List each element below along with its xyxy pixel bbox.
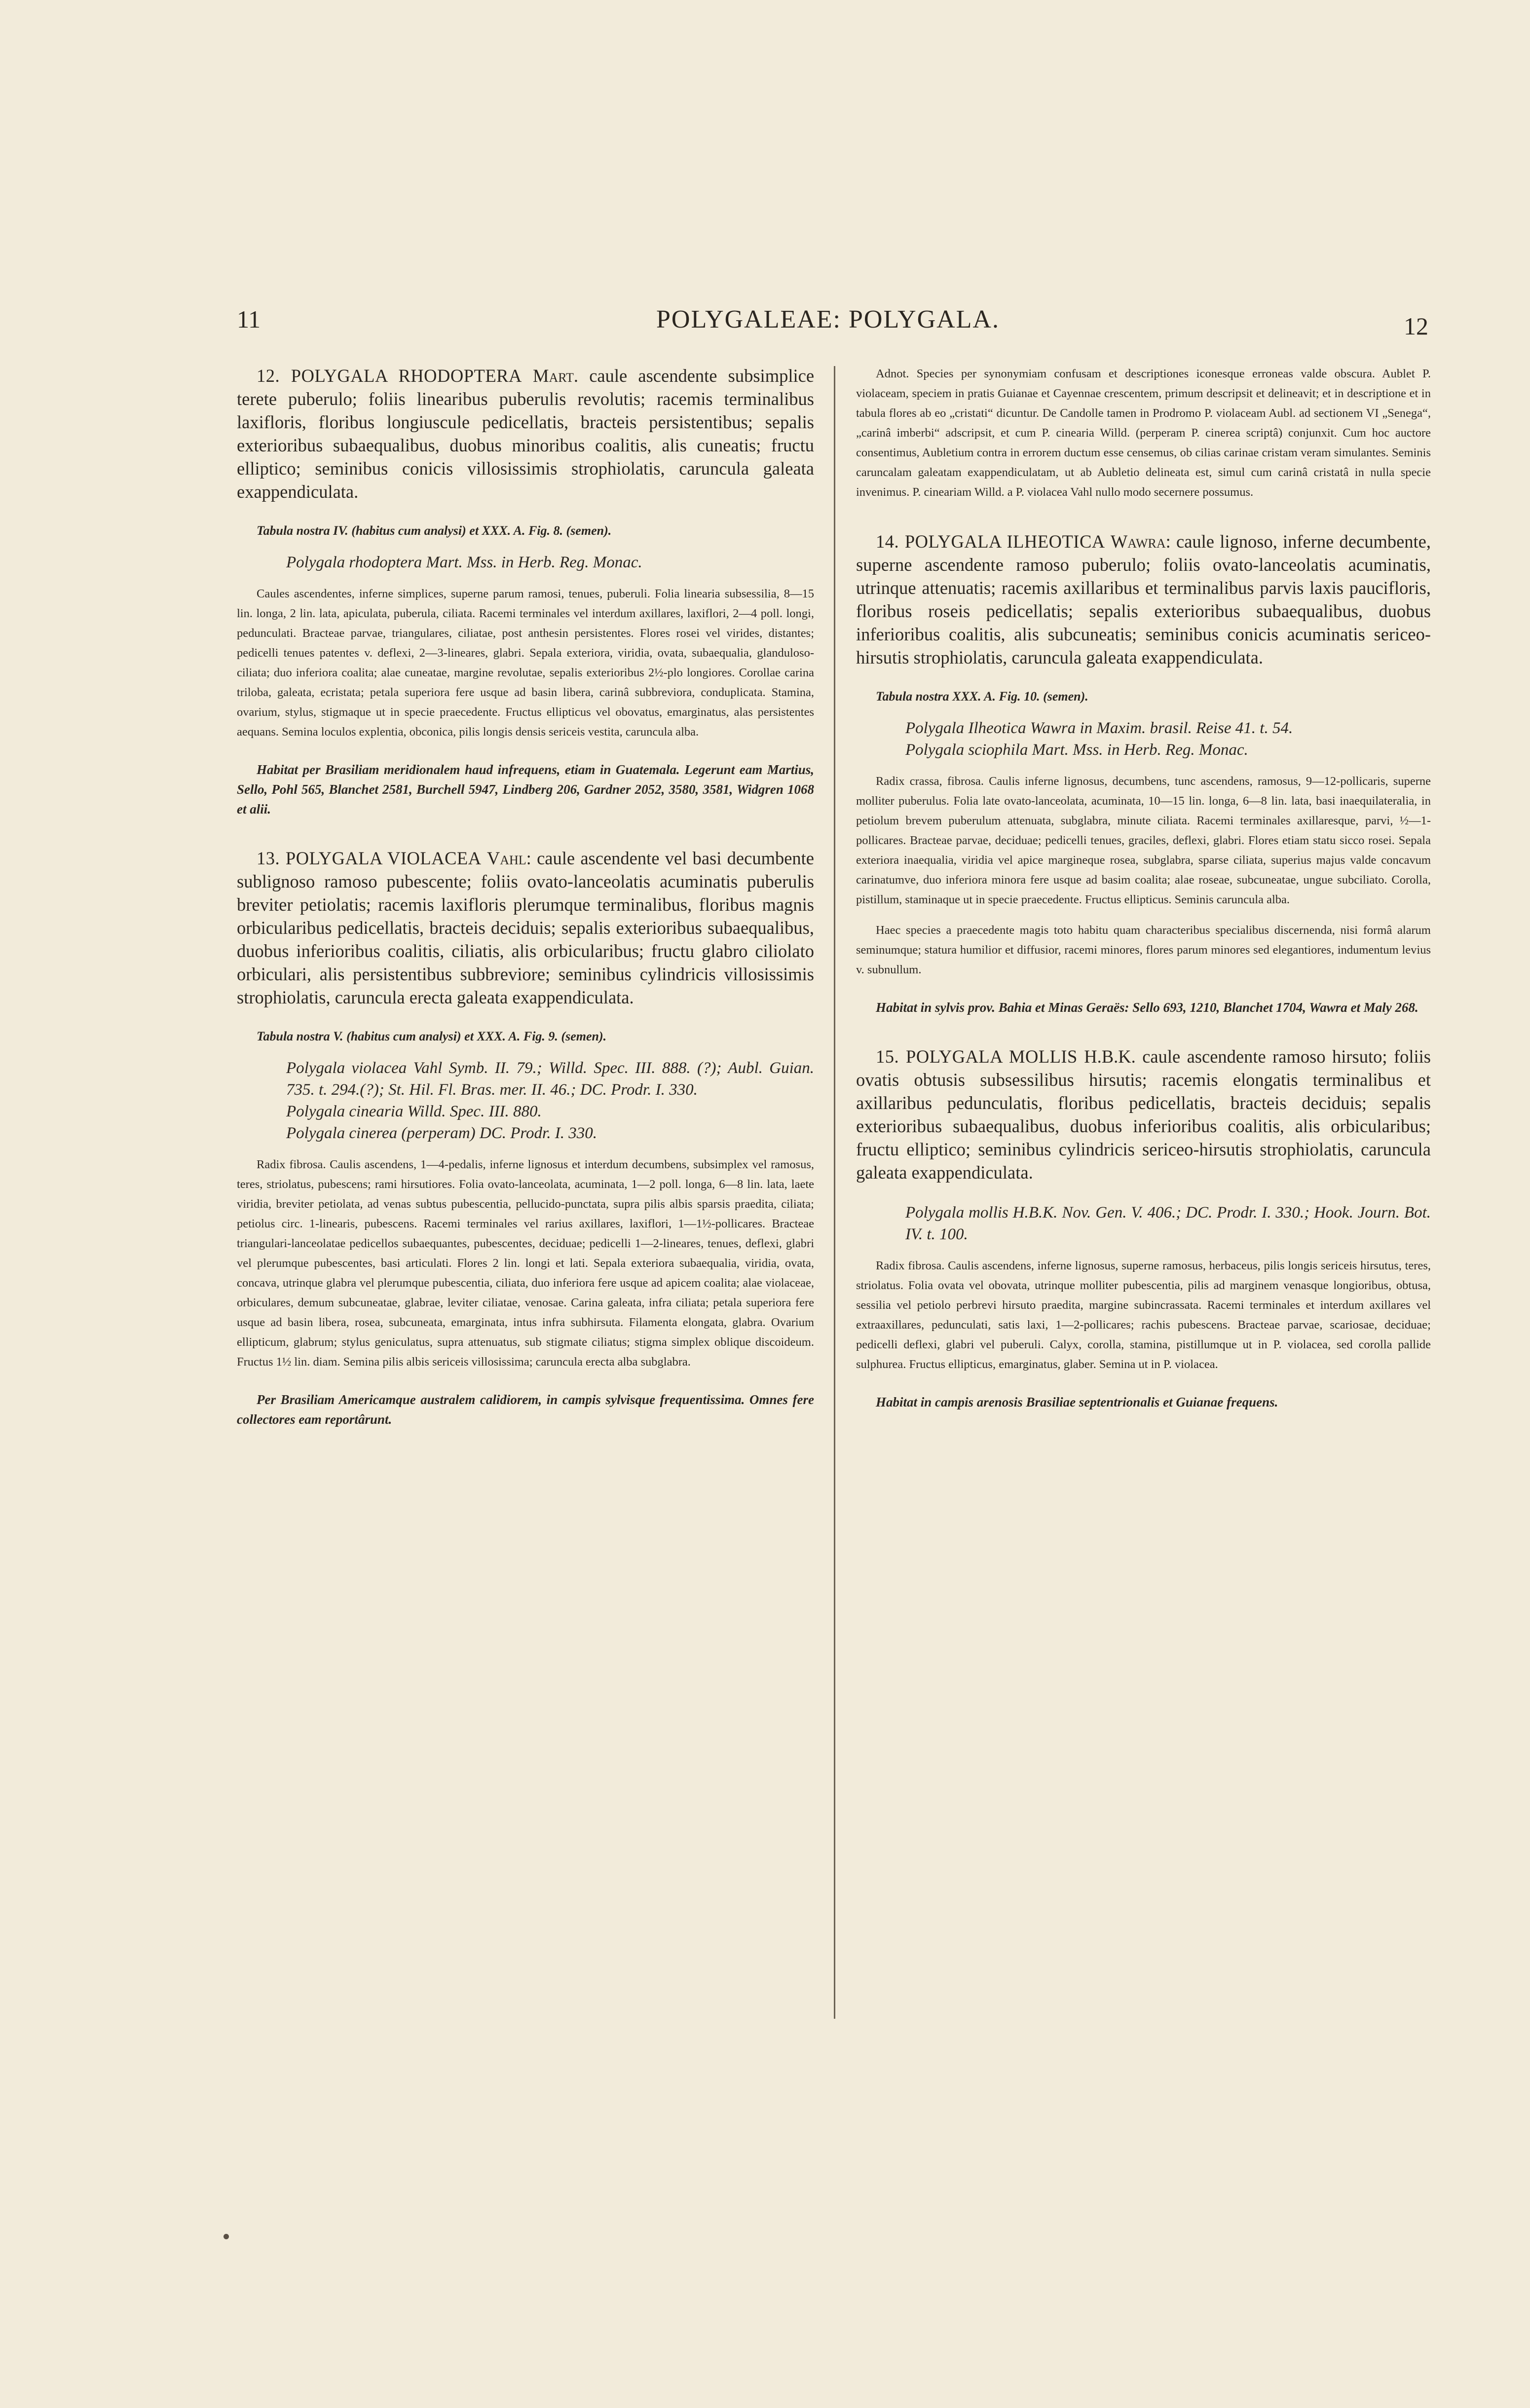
species-15-diagnosis-text: caule ascendente ramoso hirsuto; foliis ovatis obtusis subsessilibus hirsutis; racemis elongatis terminalibus et axillaribus pedunculatis, floribus pedicellatis, bracteis deciduis; sepalis exterioribus subaequalibus, duobus inferioribus coalitis, alis orbicularibus; fructu elliptico; seminibus cylindricis sericeo-hirsutis strophiolatis, caruncula galeata exappendiculata. — [856, 1046, 1431, 1183]
species-12-habitat: Habitat per Brasiliam meridionalem haud infrequens, etiam in Guatemala. Legerunt eam Martius, Sello, Pohl 565, Blanchet 2581, Burchell 5947, Lindberg 206, Gardner 2052, 3580, 3581, Widgren 1068 et alii. — [237, 762, 814, 816]
species-13-synonym-2: Polygala cinearia Willd. Spec. III. 880. — [286, 1103, 542, 1120]
species-12-author: Mart. — [533, 366, 579, 386]
species-14-tabula: Tabula nostra XXX. A. Fig. 10. (semen). — [876, 689, 1088, 704]
species-14-note: Haec species a praecedente magis toto habitu quam characteribus specialibus discernenda, nisi formâ alarum seminumque; statura humilior et diffusior, racemi minores, flores parum minores sed elegantiores, indumentum levius v. subnullum. — [856, 924, 1431, 976]
species-13-habitat: Per Brasiliam Americamque australem calidiorem, in campis sylvisque frequentissima. Omnes fere collectores eam reportârunt. — [237, 1392, 814, 1427]
species-13-diagnosis-text: caule ascendente vel basi decumbente sublignoso ramoso pubescente; foliis ovato-lanceolatis acuminatis puberulis breviter petiolatis; racemis laxifloris plerumque terminalibus, floribus magnis orbicularibus pedicellatis, bracteis deciduis; sepalis exterioribus subaequalibus, duobus inferioribus coalitis, ciliatis, alis orbicularibus; fructu glabro ciliolato orbiculari, alis persistentibus subbreviore; seminibus cylindricis villosissimis strophiolatis, caruncula erecta galeata exappendiculata. — [237, 848, 815, 1007]
species-15-habitat: Habitat in campis arenosis Brasiliae septentrionalis et Guianae frequens. — [876, 1395, 1278, 1409]
species-14-heading: 14. POLYGALA ILHEOTICA — [876, 531, 1105, 552]
species-13-tabula: Tabula nostra V. (habitus cum analysi) et XXX. A. Fig. 9. (semen). — [257, 1029, 607, 1043]
species-14-description: Radix crassa, fibrosa. Caulis inferne lignosus, decumbens, tunc ascendens, ramosus, 9—12-pollicaris, superne molliter puberulus. Folia late ovato-lanceolata, acuminata, 10—15 lin. longa, 6—8 lin. lata, basi inaequilateralia, in petiolum brevem puberulum attenuata, subglabra, minute ciliata. Racemi terminales axillaresque, parvi, ½—1-pollicares. Bracteae parvae, deciduae; pedicelli tenues, graciles, deflexi, glabri. Flores etiam statu sicco rosei. Sepala exteriora inaequalia, viridia vel apice margineque rosea, subglabra, sparse ciliata, superius majus valde concavum carinatumve, duo inferiora minora fere usque ad basim coalita; alae roseae, subcuneatae, ungue subciliato. Corolla, pistillum, staminaque ut in specie praecedente. Fructus ellipticus. Seminis caruncula alba. — [856, 775, 1431, 906]
left-column — [237, 364, 814, 1429]
species-13-synonym-1: Polygala violacea Vahl Symb. II. 79.; Willd. Spec. III. 888. (?); Aubl. Guian. 735. t. 294.(?); St. Hil. Fl. Bras. mer. II. 46.; DC. Prodr. I. 330. — [286, 1059, 814, 1099]
species-13-diagnosis — [237, 847, 814, 1009]
species-14-synonym-2: Polygala sciophila Mart. Mss. in Herb. Reg. Monac. — [905, 741, 1248, 759]
page-header — [0, 305, 1530, 349]
species-14-diagnosis-text: caule lignoso, inferne decumbente, superne ascendente ramoso puberulo; foliis ovato-lanceolatis acuminatis, utrinque attenuatis; racemis axillaribus et terminalibus parvis laxis paucifloris, floribus roseis pedicellatis; sepalis exterioribus subaequalibus, duobus inferioribus coalitis, alis subcuneatis; seminibus conicis acuminatis sericeo-hirsutis strophiolatis, caruncula galeata exappendiculata. — [856, 531, 1431, 667]
species-13-author: Vahl: — [486, 848, 531, 868]
right-page-number: 12 — [1404, 312, 1428, 340]
species-14-diagnosis — [856, 530, 1431, 669]
species-15-synonym: Polygala mollis H.B.K. Nov. Gen. V. 406.; DC. Prodr. I. 330.; Hook. Journ. Bot. IV. t. 100. — [905, 1204, 1431, 1243]
species-12-description: Caules ascendentes, inferne simplices, superne parum ramosi, tenues, puberuli. Folia linearia subsessilia, 8—15 lin. longa, 2 lin. lata, apiculata, puberula, ciliata. Racemi terminales vel interdum axillares, laxiflori, 2—4 poll. longi, pedunculati. Bracteae parvae, triangulares, ciliatae, post anthesin persistentes. Flores rosei vel virides, distantes; pedicelli tenues patentes v. deflexi, 2—3-lineares, glabri. Sepala exteriora, viridia, ovata, subaequalia, glanduloso-ciliata; duo inferiora coalita; alae cuneatae, margine revolutae, sepalis exterioribus 2½-plo longiores. Corollae carina triloba, galeata, ecristata; petala superiora fere usque ad basin libera, carinâ subbreviora, conduplicata. Stamina, ovarium, stylus, stigmaque ut in specie praecedente. Fructus ellipticus vel obovatus, emarginatus, alas persistentes aequans. Semina loculos explentia, obconica, pilis longis densis sericeis vestita, caruncula alba. — [237, 587, 814, 739]
right-column — [856, 364, 1431, 1412]
species-15-diagnosis — [856, 1045, 1431, 1184]
species-13-heading: 13. POLYGALA VIOLACEA — [257, 848, 482, 868]
species-15-heading: 15. POLYGALA MOLLIS — [876, 1046, 1078, 1067]
running-title: POLYGALEAE: POLYGALA. — [656, 305, 1000, 333]
paper-speck — [224, 2234, 229, 2239]
left-page-number: 11 — [237, 305, 261, 333]
species-15-description: Radix fibrosa. Caulis ascendens, inferne lignosus, superne ramosus, herbaceus, pilis longis sericeis hirsutus, teres, striolatus. Folia ovata vel obovata, utrinque molliter pubescentia, pilis ad marginem venasque longioribus, obtusa, sessilia vel petiolo perbrevi hirsuto praedita, margine subincrassata. Racemi terminales et interdum axillares vel extraaxillares, pedunculati, satis laxi, 1—2-pollicares; rachis pubescens. Bracteae parvae, scariosae, deciduae; pedicelli deflexi, glabri vel puberuli. Calyx, corolla, stamina, pistillumque ut in P. violacea, sed corolla pallide sulphurea. Fructus ellipticus, emarginatus, glaber. Semina ut in P. violacea. — [856, 1259, 1431, 1371]
adnotatio: Adnot. Species per synonymiam confusam et descriptiones iconesque erroneas valde obscura. Aublet P. violaceam, speciem in pratis Guianae et Cayennae crescentem, primum descripsit et delineavit; et in descriptione et in tabula flores ab eo „cristati“ dicuntur. De Candolle tamen in Prodromo P. violaceam Aubl. ad sectionem VI „Senega“, „carinâ imberbi“ adscripsit, et cum P. cinearia Willd. (perperam P. cinerea scriptâ) conjunxit. Cum hoc auctore consentimus, Aubletium contra in errorem ductum esse censemus, ob cilias carinae cristam veram simulantes. Seminis caruncalam galeatam exappendiculatam, ut ab Aubletio delineata est, simul cum carinâ cristatâ in nulla specie invenimus. P. cineariam Willd. a P. violacea Vahl nullo modo secernere possumus. — [856, 367, 1431, 499]
species-12-diagnosis-text: caule ascendente subsimplice terete puberulo; foliis linearibus puberulis revolutis; racemis terminalibus laxifloris, floribus longiuscule pedicellatis, bracteis persistentibus; sepalis exterioribus subaequalibus, duobus minoribus coalitis, alis cuneatis; fructu elliptico; seminibus conicis villosissimis strophiolatis, caruncula galeata exappendiculata. — [237, 366, 815, 502]
column-divider — [834, 366, 835, 2019]
species-12-synonym: Polygala rhodoptera Mart. Mss. in Herb. Reg. Monac. — [286, 554, 642, 571]
species-13-description: Radix fibrosa. Caulis ascendens, 1—4-pedalis, inferne lignosus et interdum decumbens, subsimplex vel ramosus, teres, striolatus, pubescens; rami hirsutiores. Folia ovato-lanceolata, acuminata, 1—2 poll. longa, 6—8 lin. lata, laete viridia, breviter petiolata, ad venas subtus pubescentia, pellucido-punctata, supra pilis albis sparsis praedita, ciliata; petiolus circ. 1-linearis, pubescens. Racemi terminales vel rarius axillares, laxiflori, 1—1½-pollicares. Bracteae triangulari-lanceolatae pedicellos subaequantes, pubescentes, deciduae; pedicelli 1—2-lineares, tenues, deflexi, glabri vel plerumque pubescentes, basi articulati. Flores 2 lin. longi et lati. Sepala exteriora subaequalia, viridia, ovata, concava, utrinque glabra vel plerumque pubescentia, ciliata, duo inferiora fere usque ad apicem coalita; alae violaceae, orbiculares, demum subcuneatae, glabrae, leviter ciliatae, venosae. Carina galeata, infra ciliata; petala superiora fere usque ad basin libera, rosea, subcuneata, emarginata, intus infra subhirsuta. Filamenta elongata, glabra. Ovarium ellipticum, glabrum; stylus geniculatus, supra attenuatus, sub stigmate ciliatus; stigma simplex oblique discoideum. Fructus 1½ lin. diam. Semina pilis albis sericeis villosissima; caruncula erecta alba subglabra. — [237, 1158, 814, 1369]
species-12-diagnosis — [237, 364, 814, 503]
species-14-synonym-1: Polygala Ilheotica Wawra in Maxim. brasil. Reise 41. t. 54. — [905, 719, 1293, 737]
species-12-tabula: Tabula nostra IV. (habitus cum analysi) et XXX. A. Fig. 8. (semen). — [257, 523, 612, 538]
species-12-heading: 12. POLYGALA RHODOPTERA — [257, 366, 522, 386]
species-13-synonym-3: Polygala cinerea (perperam) DC. Prodr. I. 330. — [286, 1124, 597, 1142]
species-14-author: Wawra: — [1110, 531, 1171, 552]
species-14-habitat: Habitat in sylvis prov. Bahia et Minas Geraës: Sello 693, 1210, Blanchet 1704, Wawra et Maly 268. — [876, 1000, 1418, 1015]
species-15-author: H.B.K. — [1084, 1046, 1136, 1067]
